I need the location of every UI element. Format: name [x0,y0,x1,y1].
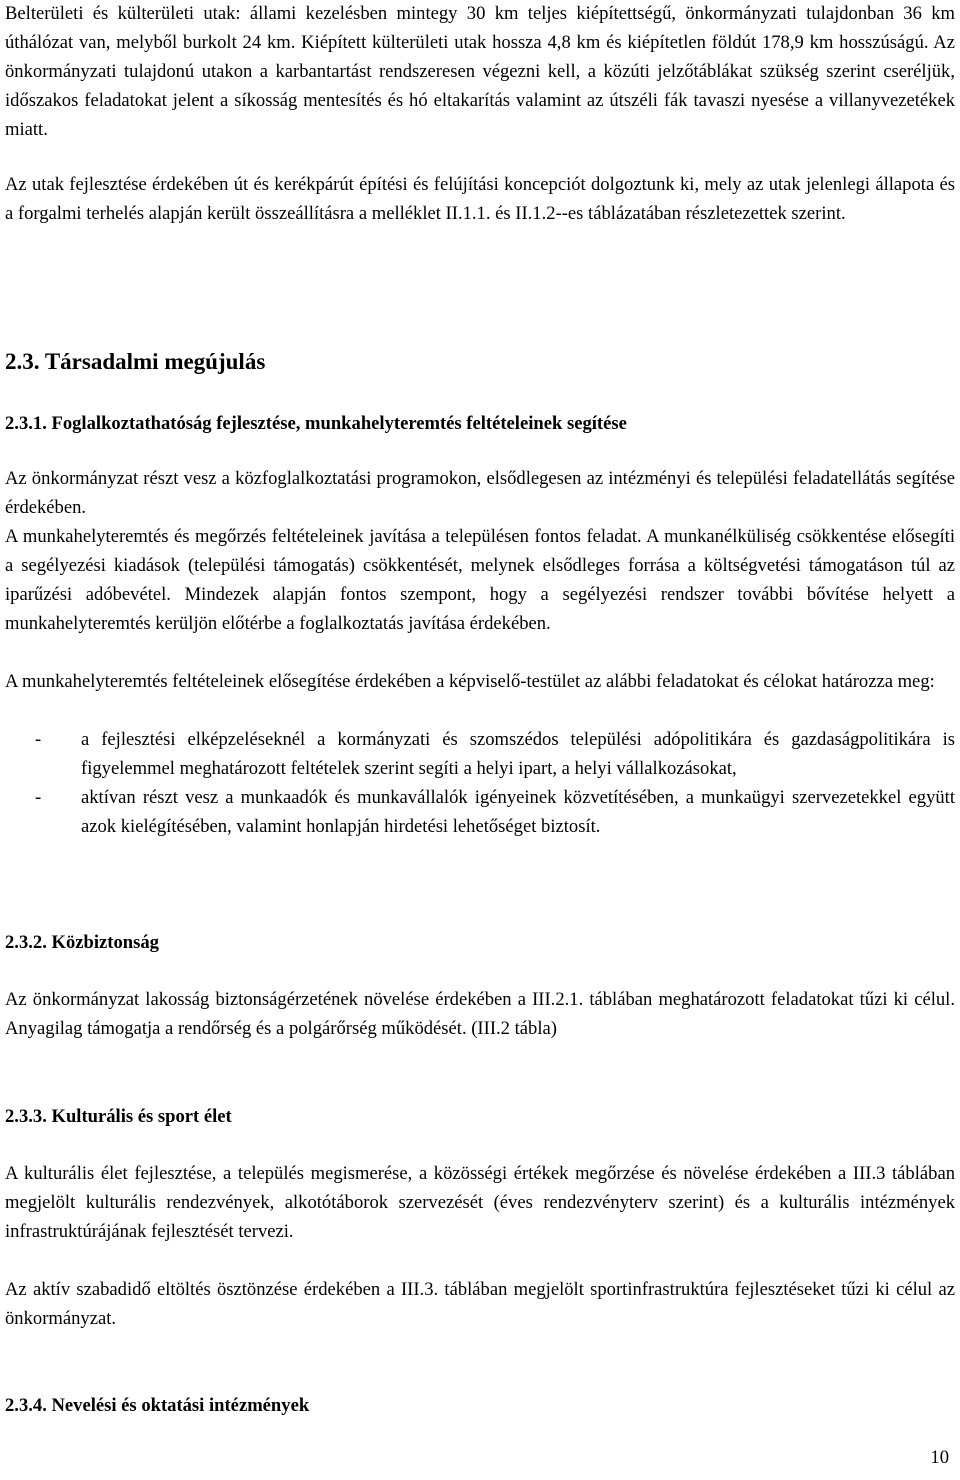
paragraph-sport: Az aktív szabadidő eltöltés ösztönzése érdekében a III.3. táblában megjelölt sportinfrastruktúra fejlesztéseket tűzi ki célul az önkormányzat. [5,1279,955,1329]
paragraph-roads: Belterületi és külterületi utak: állami kezelésben mintegy 30 km teljes kiépítettségű, önkormányzati tulajdonban 36 km úthálózat van, melyből burkolt 24 km. Kiépített külterületi utak hossza 4,8 km és kiépítetlen földút 178,9 km hosszúságú. Az önkormányzati tulajdonú utakon a karbantartást rendszeresen végezni kell, a közúti jelzőtáblákat szükség szerint cseréljük, időszakos feladatokat jelent a síkosság mentesítés és hó eltakarítás valamint az útszéli fák tavaszi nyesése a villanyvezetékek miatt. [5,3,955,140]
section-heading-2-3: 2.3. Társadalmi megújulás [5,349,266,374]
paragraph-road-development: Az utak fejlesztése érdekében út és kerékpárút építési és felújítási koncepciót dolgoztunk ki, mely az utak jelenlegi állapota és a forgalmi terhelés alapján került összeállításra a melléklet II.1.1. és II.1.2--es táblázatában részletezettek szerint. [5,174,955,224]
list-dash: - [35,729,42,750]
list-item-text: a fejlesztési elképzeléseknél a kormányzati és szomszédos települési adópolitikára és gazdaságpolitikára is figyelemmel meghatározott feltételek szerint segíti a helyi ipart, a helyi vállalkozásokat, [81,729,955,779]
paragraph-tasks-intro: A munkahelyteremtés feltételeinek elősegítése érdekében a képviselő-testület az alábbi feladatokat és célokat határozza meg: [5,671,935,692]
section-heading-2-3-3: 2.3.3. Kulturális és sport élet [5,1106,232,1127]
section-heading-2-3-2: 2.3.2. Közbiztonság [5,932,159,953]
paragraph-job-creation: A munkahelyteremtés és megőrzés feltételeinek javítása a településen fontos feladat. A munkanélküliség csökkentése elősegíti a segélyezési kiadások (települési támogatás) csökkentését, melynek elsődleges forrása a költségvetési támogatáson túl az iparűzési adóbevétel. Mindezek alapján fontos szempont, hogy a segélyezési rendszer további bővítése helyett a munkahelyteremtés kerüljön előtérbe a foglalkoztatás javítása érdekében. [5,526,955,634]
list-item [5,784,955,842]
paragraph-public-employment: Az önkormányzat részt vesz a közfoglalkoztatási programokon, elsődlegesen az intézményi és települési feladatellátás segítése érdekében. [5,468,955,518]
page-number: 10 [930,1447,949,1468]
document-page [5,0,955,1480]
section-heading-2-3-1: 2.3.1. Foglalkoztathatóság fejlesztése, munkahelyteremtés feltételeinek segítése [5,413,627,434]
list-item [5,726,955,784]
paragraph-public-safety: Az önkormányzat lakosság biztonságérzetének növelése érdekében a III.2.1. táblában meghatározott feladatokat tűzi ki célul. Anyagilag támogatja a rendőrség és a polgárőrség működését. (III.2 tábla) [5,989,955,1039]
list-dash: - [35,786,42,808]
paragraph-culture: A kulturális élet fejlesztése, a település megismerése, a közösségi értékek megőrzése és növelése érdekében a III.3 táblában megjelölt kulturális rendezvények, alkotótáborok szervezését (éves rendezvényterv szerint) és a kulturális intézmények infrastruktúrájának fejlesztését tervezi. [5,1163,955,1242]
section-heading-2-3-4: 2.3.4. Nevelési és oktatási intézmények [5,1395,310,1416]
list-item-text: aktívan részt vesz a munkaadók és munkavállalók igényeinek közvetítésében, a munkaügyi szervezetekkel együtt azok kielégítésében, valamint honlapján hirdetési lehetőséget biztosít. [81,786,955,837]
task-list [5,726,955,842]
